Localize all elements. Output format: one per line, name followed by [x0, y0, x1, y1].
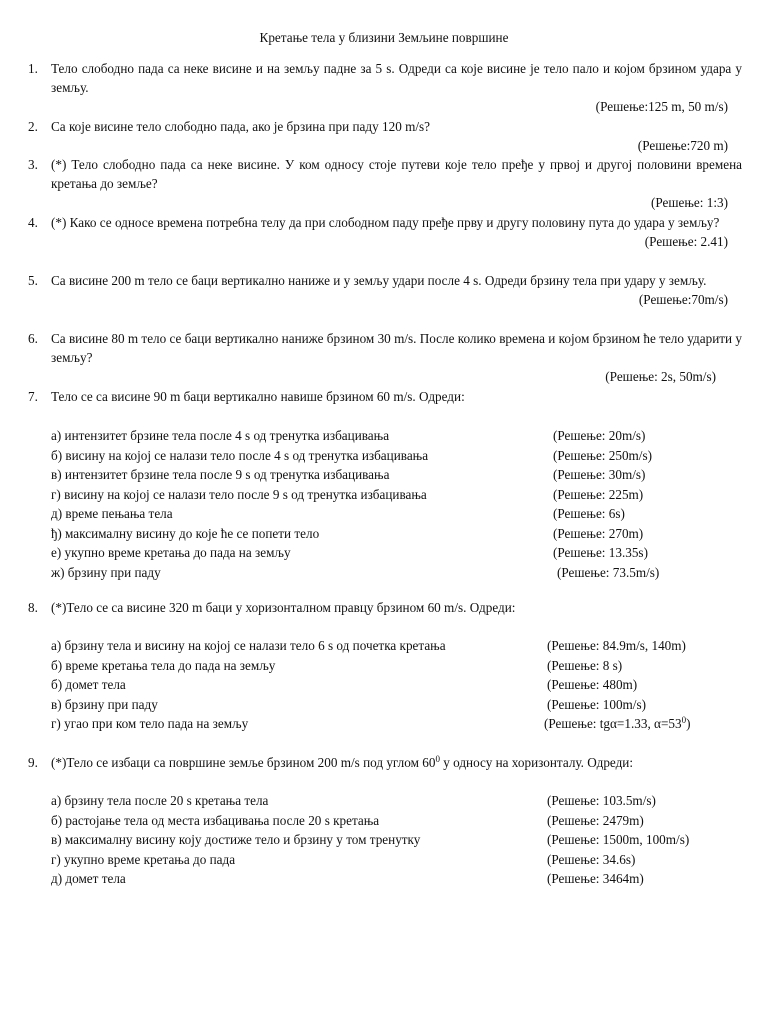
problem-3 [28, 155, 742, 212]
sub-answer: (Решење: 1500m, 100m/s) [547, 832, 690, 847]
sub-item [51, 636, 741, 656]
sub-question: в) максималну висину коју достиже тело и брзину у том тренутку [51, 832, 421, 847]
problem-number: 4. [28, 215, 38, 230]
sub-item [51, 446, 741, 466]
sub-question: г) угао при ком тело пада на земљу [51, 716, 249, 731]
problem-text-end: у односу на хоризонталу. Одреди: [439, 755, 634, 770]
sub-answer: (Решење: 6s) [553, 506, 625, 521]
sub-question: в) интензитет брзине тела после 9 s од тренутка избацивања [51, 467, 390, 482]
sub-answer: (Решење: 103.5m/s) [547, 793, 656, 808]
sub-question: г) висину на којој се налази тело после 9 s од тренутка избацивања [51, 486, 427, 502]
problem-text: (*) Како се односе времена потребна телу да при слободном паду пређе прву и другу половину пута до удара у земљу? [51, 215, 720, 230]
problem-4 [28, 213, 742, 251]
sub-item [51, 714, 741, 734]
problem-answer: (Решење: 2s, 50m/s) [605, 369, 716, 384]
sub-question: д) домет тела [51, 871, 126, 886]
problem-text-start: (*)Тело се избаци са површине земље брзином 200 m/s под углом 60 [51, 755, 436, 770]
sub-question: д) време пењања тела [51, 506, 173, 521]
sub-answer: (Решење: 250m/s) [553, 447, 652, 463]
sub-item [51, 695, 741, 715]
problem-answer: (Решење:70m/s) [638, 292, 728, 307]
sub-question: г) укупно време кретања до пада [51, 851, 236, 867]
problem-number: 3. [28, 157, 38, 172]
sub-question: в) брзину при паду [51, 696, 158, 712]
problem-9-subitems [51, 791, 741, 889]
problem-text: Са које висине тело слободно пада, ако је брзина при паду 120 m/s? [51, 119, 430, 134]
problem-text [51, 753, 742, 772]
sub-answer: (Решење: 20m/s) [553, 428, 646, 443]
sub-answer: (Решење: 13.35s) [553, 545, 648, 560]
sub-question: б) растојање тела од места избацивања после 20 s кретања [51, 812, 380, 828]
sub-item [51, 563, 741, 583]
sub-item [51, 675, 741, 695]
sub-answer: (Решење: 100m/s) [547, 696, 646, 712]
problem-5 [28, 271, 742, 309]
problem-6 [28, 329, 742, 386]
problem-answer: (Решење: 1:3) [650, 195, 728, 210]
problem-number: 2. [28, 119, 38, 134]
problem-number: 8. [28, 600, 38, 615]
sub-item [51, 791, 741, 811]
sub-answer: (Решење: 270m) [553, 525, 644, 541]
problem-text: Тело слободно пада са неке висине и на земљу падне за 5 s. Одреди са које висине је тело пало и којом брзином удара у земљу. [51, 61, 742, 95]
sub-answer: (Решење: 73.5m/s) [557, 564, 660, 580]
sub-question: ж) брзину при паду [51, 564, 161, 580]
problem-text: (*)Тело се са висине 320 m баци у хоризонталном правцу брзином 60 m/s. Одреди: [51, 600, 516, 615]
problem-1 [28, 59, 742, 116]
degree-superscript: 0 [435, 754, 440, 764]
problem-answer: (Решење:720 m) [637, 138, 728, 153]
sub-item [51, 504, 741, 524]
degree-superscript: 0 [681, 715, 687, 725]
sub-item [51, 524, 741, 544]
sub-item [51, 426, 741, 446]
answer-text-end: ) [686, 716, 691, 731]
problem-8-subitems [51, 636, 741, 734]
sub-item [51, 656, 741, 676]
page-title: Кретање тела у близини Земљине површине [259, 30, 509, 45]
sub-question: а) интензитет брзине тела после 4 s од тренутка избацивања [51, 428, 390, 443]
problem-7-subitems [51, 426, 741, 582]
sub-answer: (Решење: 225m) [553, 486, 644, 502]
sub-answer: (Решење: 30m/s) [553, 467, 646, 482]
sub-item [51, 869, 741, 889]
sub-answer: (Решење: 8 s) [547, 657, 623, 673]
sub-question: а) брзину тела и висину на којој се налази тело 6 s од почетка кретања [51, 638, 446, 653]
sub-item [51, 465, 741, 485]
sub-item [51, 543, 741, 563]
sub-answer: (Решење: 2479m) [547, 812, 644, 828]
sub-question: б) домет тела [51, 677, 126, 692]
problem-7 [28, 387, 742, 406]
problem-number: 5. [28, 273, 38, 288]
problem-answer: (Решење: 2.41) [644, 234, 728, 249]
problem-number: 9. [28, 755, 38, 770]
answer-text: (Решење: tgα=1.33, α=53 [544, 716, 682, 731]
sub-question: а) брзину тела после 20 s кретања тела [51, 793, 269, 808]
sub-item [51, 830, 741, 850]
problem-answer: (Решење:125 m, 50 m/s) [595, 99, 728, 114]
sub-answer: (Решење: 84.9m/s, 140m) [547, 638, 686, 653]
sub-answer [544, 714, 690, 733]
problem-text: Са висине 200 m тело се баци вертикално наниже и у земљу удари после 4 s. Одреди брзину тела при удару у земљу. [51, 273, 707, 288]
sub-answer: (Решење: 3464m) [547, 871, 644, 886]
sub-question: ђ) максималну висину до које ће се попети тело [51, 525, 320, 541]
problem-number: 6. [28, 331, 38, 346]
sub-question: е) укупно време кретања до пада на земљу [51, 545, 291, 560]
problem-number: 1. [28, 61, 38, 76]
sub-item [51, 485, 741, 505]
problem-8 [28, 598, 742, 617]
problem-9 [28, 753, 742, 772]
problem-text: (*) Тело слободно пада са неке висине. У ком односу стоје путеви које тело пређе у првој и другој половини времена кретања до земље? [51, 157, 742, 191]
sub-answer: (Решење: 34.6s) [547, 851, 636, 867]
problem-number: 7. [28, 389, 38, 404]
sub-item [51, 850, 741, 870]
problem-text: Са висине 80 m тело се баци вертикално наниже брзином 30 m/s. После колико времена и којом брзином ће тело ударити у земљу? [51, 331, 742, 365]
problem-text: Тело се са висине 90 m баци вертикално навише брзином 60 m/s. Одреди: [51, 389, 465, 404]
sub-question: б) висину на којој се налази тело после 4 s од тренутка избацивања [51, 447, 429, 463]
sub-question: б) време кретања тела до пада на земљу [51, 657, 276, 673]
sub-answer: (Решење: 480m) [547, 677, 638, 692]
problem-2 [28, 117, 742, 155]
sub-item [51, 811, 741, 831]
